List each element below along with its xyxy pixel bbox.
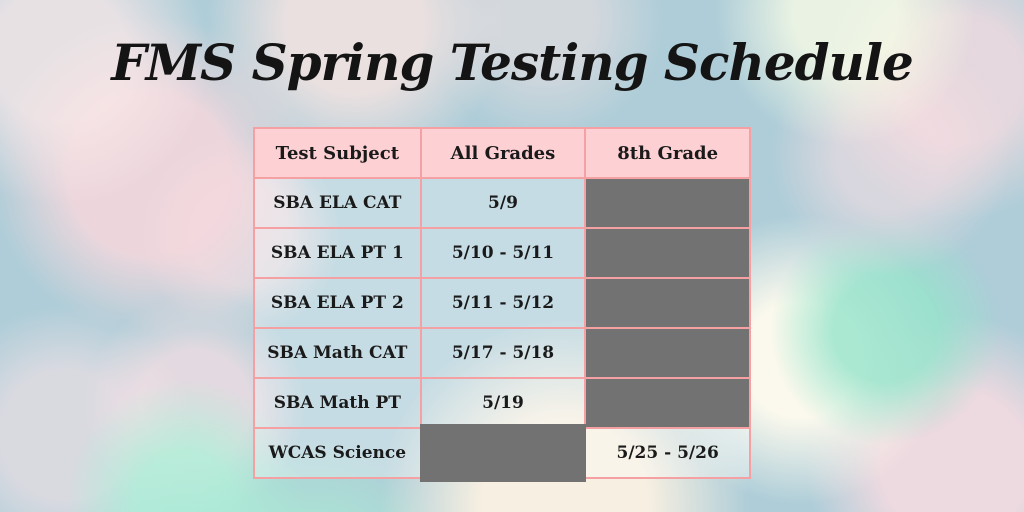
blocked-cell [584, 379, 749, 429]
table-row [255, 179, 749, 229]
cell-all-grades: 5/10 - 5/11 [420, 229, 585, 279]
blocked-cell [584, 329, 749, 379]
cell-8th-grade: 5/25 - 5/26 [584, 429, 749, 477]
table-row [255, 229, 749, 279]
blocked-cell [584, 229, 749, 279]
cell-subject: WCAS Science [255, 429, 420, 477]
cell-subject: SBA ELA PT 2 [255, 279, 420, 329]
blocked-cell [584, 279, 749, 329]
cell-all-grades: 5/17 - 5/18 [420, 329, 585, 379]
cell-all-grades: 5/19 [420, 379, 585, 429]
table-row [255, 279, 749, 329]
header-all-grades: All Grades [420, 129, 585, 179]
header-row [255, 129, 749, 179]
cell-subject: SBA ELA CAT [255, 179, 420, 229]
header-test-subject: Test Subject [255, 129, 420, 179]
table-row [255, 329, 749, 379]
blocked-cell [584, 179, 749, 229]
cell-all-grades: 5/9 [420, 179, 585, 229]
cell-all-grades: 5/11 - 5/12 [420, 279, 585, 329]
header-8th-grade: 8th Grade [584, 129, 749, 179]
cell-subject: SBA Math CAT [255, 329, 420, 379]
testing-schedule-table [253, 127, 751, 479]
table-row [255, 379, 749, 429]
cell-subject: SBA Math PT [255, 379, 420, 429]
cell-subject: SBA ELA PT 1 [255, 229, 420, 279]
blocked-cell [420, 429, 585, 477]
table-row [255, 429, 749, 477]
page-title: FMS Spring Testing Schedule [111, 33, 913, 92]
